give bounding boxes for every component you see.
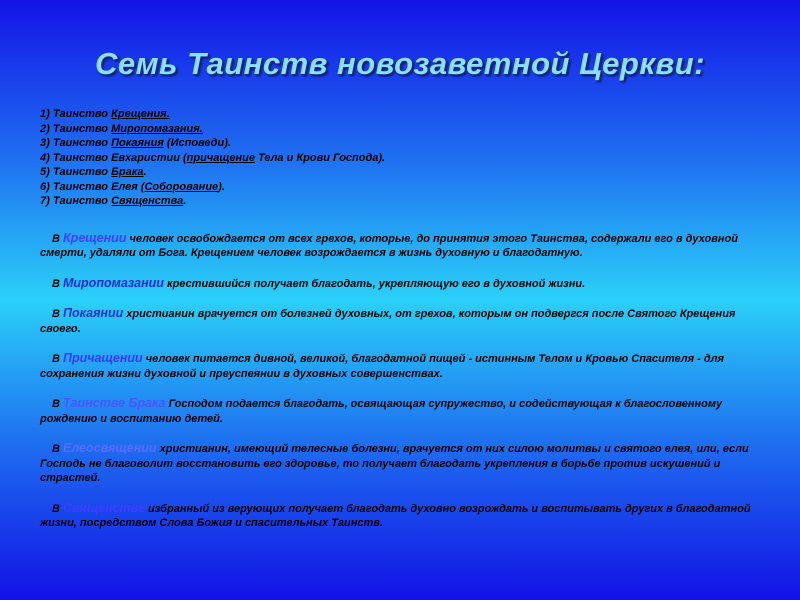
list-item <box>40 194 770 209</box>
paragraph-lead: В <box>52 502 63 515</box>
paragraph-lead: В <box>52 443 63 455</box>
list-item-suffix: . <box>143 166 147 178</box>
list-item <box>40 180 770 195</box>
paragraph-lead: В <box>52 353 63 365</box>
paragraph-text: крестившийся получает благодать, укрепляющую его в духовной жизни. <box>163 277 586 290</box>
paragraph-priesthood <box>40 501 770 531</box>
list-item-prefix: 2) Таинство <box>40 122 112 135</box>
paragraph-text: христианин, имеющий телесные болезни, врачуется от них силою молитвы и святого елея, или, если Господь не благоволит восстановить его здоровье, то получает благодать укрепления в борьбе против искушений и страстей. <box>40 443 749 484</box>
sacrament-link[interactable]: Брака <box>111 166 144 178</box>
list-item <box>40 151 770 166</box>
paragraph-unction <box>40 441 770 486</box>
list-item <box>40 107 770 122</box>
sacrament-link[interactable]: причащение <box>186 151 255 164</box>
paragraph-text: Господом подается благодать, освящающая супружество, и содействующая к благословенному рождению и воспитанию детей. <box>40 398 723 425</box>
paragraph-communion <box>40 351 770 381</box>
sacrament-link[interactable]: Миропомазания. <box>111 122 203 135</box>
paragraph-lead: В <box>52 308 63 320</box>
list-item-prefix: 4) Таинство Евхаристии ( <box>40 151 187 164</box>
list-item-suffix: . <box>183 195 187 207</box>
paragraph-chrismation <box>40 276 770 292</box>
keyword-unction: Елеосвящении <box>63 441 157 455</box>
keyword-marriage: Таинстве Брака <box>63 396 166 410</box>
paragraph-lead: В <box>52 232 63 245</box>
sacrament-link[interactable]: Покаяния <box>111 137 164 149</box>
sacrament-link[interactable]: Соборование <box>144 180 219 193</box>
paragraph-lead: В <box>52 398 63 410</box>
slide-content <box>40 107 770 531</box>
paragraph-text: человек питается дивной, великой, благодатной пищей - истинным Телом и Кровью Спасителя - для сохранения жизни духовной и преуспеянии в духовных совершенствах. <box>40 353 724 380</box>
list-item <box>40 165 770 180</box>
slide-title: Семь Таинств новозаветной Церкви: <box>94 46 706 81</box>
paragraph-text: христианин врачуется от болезней духовных, от грехов, которым он подвергся после Святого Крещения своего. <box>40 308 736 335</box>
sacrament-link[interactable]: Священства <box>111 195 184 207</box>
list-item-prefix: 7) Таинство <box>40 195 112 207</box>
list-item-suffix: Тела и Крови Господа). <box>254 151 386 164</box>
list-item <box>40 136 770 151</box>
paragraph-marriage <box>40 396 770 426</box>
paragraph-text: человек освобождается от всех грехов, которые, до принятия этого Таинства, содержали его в духовной смерти, удаляли от Бога. Крещением человек возрождается в жизнь духовную и благодатную. <box>40 232 738 259</box>
paragraph-text: избранный из верующих получает благодать духовно возрождать и воспитывать других в благодатной жизни, посредством Слова Божия и спасительных Таинств. <box>40 502 751 529</box>
keyword-chrismation: Миропомазании <box>63 275 164 290</box>
paragraph-repentance <box>40 306 770 336</box>
list-item-suffix: (Исповеди). <box>163 137 231 149</box>
keyword-repentance: Покаянии <box>63 306 124 320</box>
list-item <box>40 122 770 137</box>
keyword-baptism: Крещении <box>63 230 127 245</box>
list-item-prefix: 5) Таинство <box>40 166 112 178</box>
sacrament-link[interactable]: Крещения. <box>111 108 170 120</box>
list-item-prefix: 3) Таинство <box>40 137 112 149</box>
list-item-suffix: ). <box>218 180 225 193</box>
keyword-communion: Причащении <box>63 351 143 365</box>
list-item-prefix: 1) Таинство <box>40 108 112 120</box>
list-item-prefix: 6) Таинство Елея ( <box>40 180 145 193</box>
paragraph-baptism <box>40 231 770 261</box>
sacraments-list <box>40 107 770 209</box>
paragraph-lead: В <box>52 277 63 290</box>
keyword-priesthood: Священстве <box>63 500 145 515</box>
